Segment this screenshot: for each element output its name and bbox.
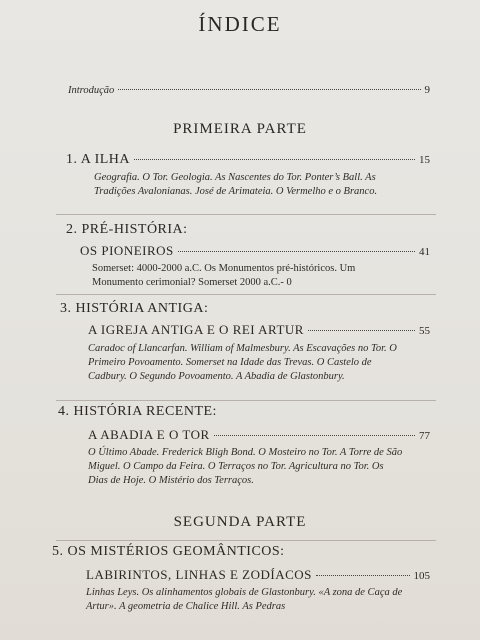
page-number: 77 [419,430,430,442]
dot-leader [214,435,415,436]
chapter-subheading: LABIRINTOS, LINHAS E ZODÍACOS [86,567,312,582]
divider [56,400,436,401]
chapter-description: Somerset: 4000-2000 a.C. Os Monumentos pré-históricos. Um Monumento cerimonial? Somerset 2000 a.C.- 0 [92,263,356,288]
chapter-description: Linhas Leys. Os alinhamentos globais de Glastonbury. «A zona de Caça de Artur». A geometria de Chalice Hill. As Pedras [86,587,403,612]
chapter-subheading: A IGREJA ANTIGA E O REI ARTUR [88,322,304,337]
chapter-description: Geografia. O Tor. Geologia. As Nascentes do Tor. Ponter’s Ball. As Tradições Avalonianas. José de Arimateia. O Vermelho e o Branco. [94,172,378,197]
chapter-heading: 2. PRÉ-HISTÓRIA: [66,222,188,237]
toc-entry-introduction[interactable] [68,84,430,98]
dot-leader [134,159,415,160]
chapter-subheading: OS PIONEIROS [80,243,174,258]
page-number: 41 [419,246,430,258]
chapter-heading: 1. A ILHA [66,152,130,167]
toc-entry-chapter-5[interactable] [86,567,430,583]
divider [56,294,436,295]
dot-leader [118,89,420,90]
dot-leader [316,575,410,576]
toc-entry-chapter-3[interactable] [88,322,430,338]
page-number: 9 [424,84,430,96]
divider [56,214,436,215]
dot-leader [178,251,415,252]
toc-entry-chapter-1[interactable] [66,152,430,168]
chapter-heading: 4. HISTÓRIA RECENTE: [58,404,217,419]
part-heading-first: PRIMEIRA PARTE [173,121,307,137]
toc-entry-chapter-2[interactable] [80,243,430,259]
divider [56,540,436,541]
page-number: 105 [413,570,430,582]
chapter-description: Caradoc of Llancarfan. William of Malmesbury. As Escavações no Tor. O Primeiro Povoamento. Somerset na Idade das Trevas. O Castelo de Cadbury. O Segundo Povoamento. A Abadia de Glastonbury. [88,343,397,382]
chapter-heading: 3. HISTÓRIA ANTIGA: [60,301,209,316]
dot-leader [308,330,415,331]
page-number: 15 [419,154,430,166]
chapter-description: O Último Abade. Frederick Bligh Bond. O Mosteiro no Tor. A Torre de São Miguel. O Campo da Feira. O Terraços no Tor. Agricultura no Tor. Os Dias de Hoje. O Mistério dos Terraços. [88,447,403,486]
toc-entry-chapter-4[interactable] [88,427,430,443]
page-title: ÍNDICE [198,12,282,36]
introduction-label: Introdução [68,85,115,96]
chapter-heading: 5. OS MISTÉRIOS GEOMÂNTICOS: [52,544,285,559]
part-heading-second: SEGUNDA PARTE [173,514,307,530]
page-number: 55 [419,325,430,337]
chapter-subheading: A ABADIA E O TOR [88,427,210,442]
